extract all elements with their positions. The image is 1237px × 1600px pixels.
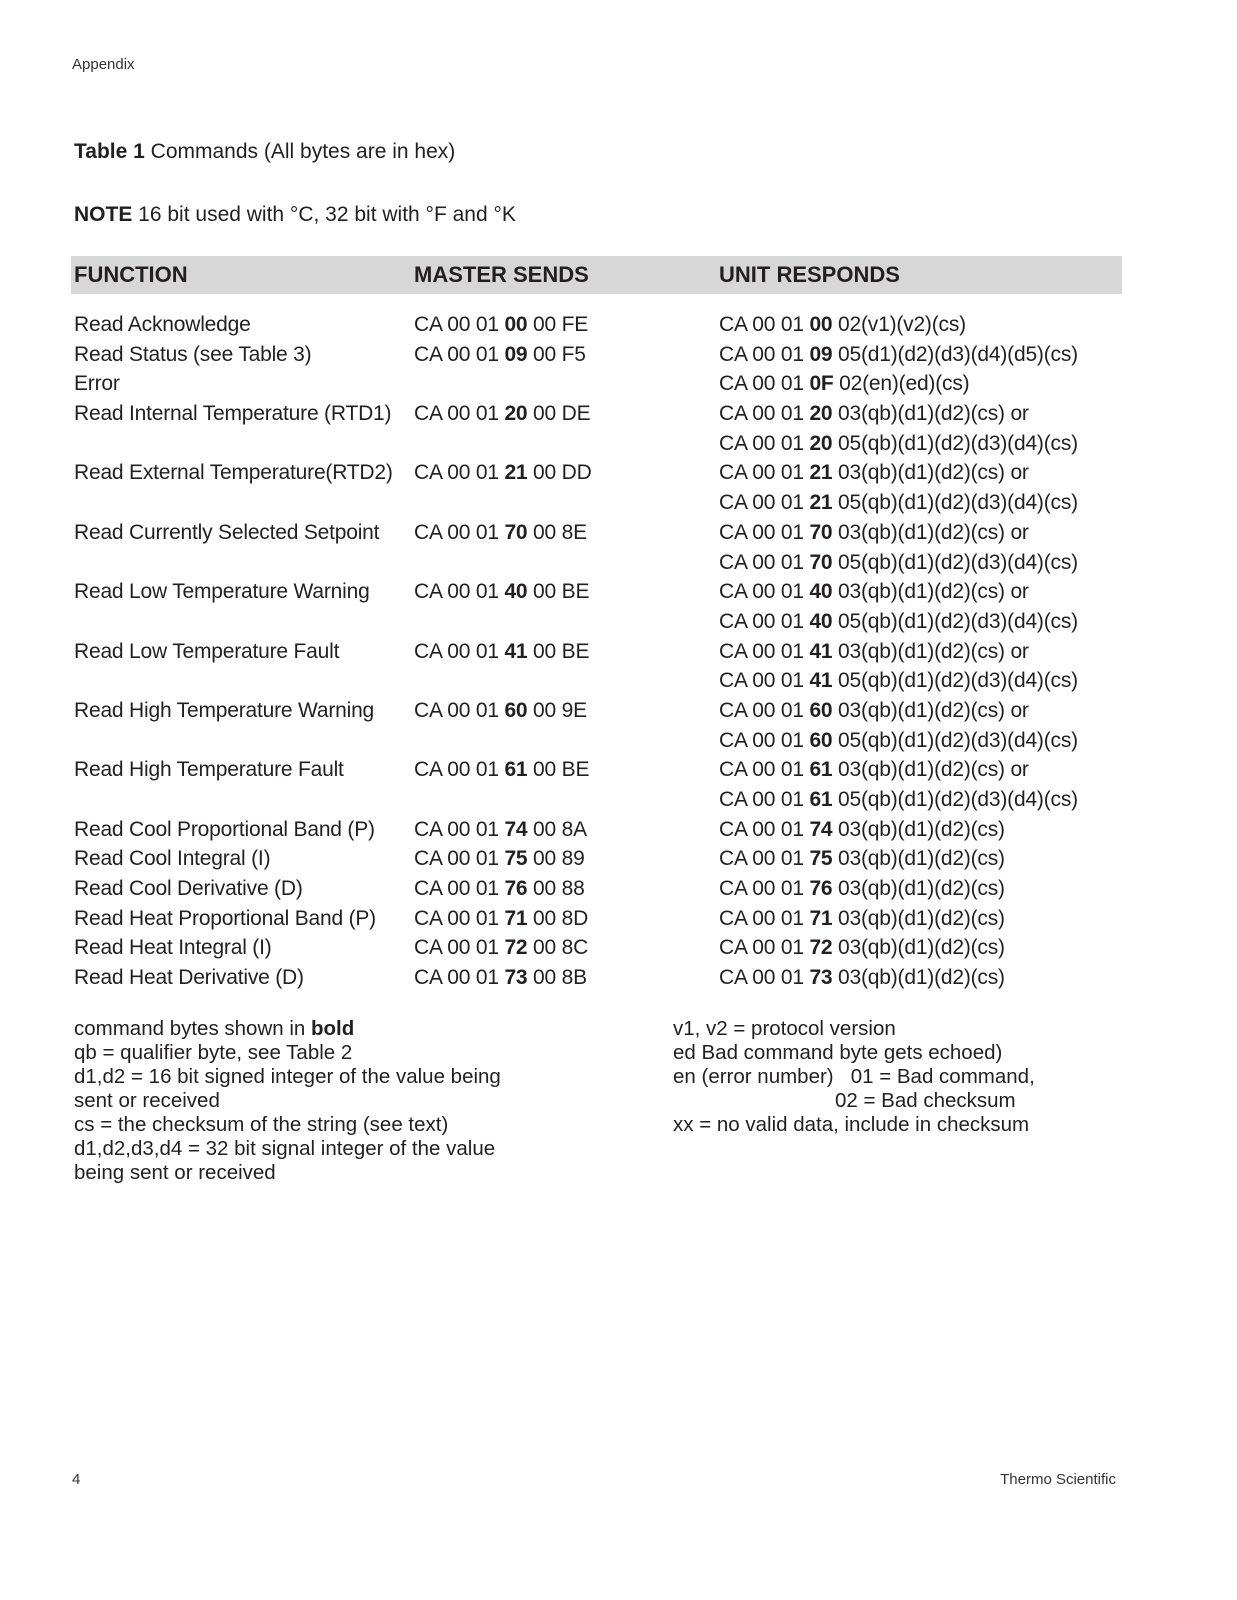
command-byte: 40: [504, 580, 528, 604]
publisher-footer: Thermo Scientific: [1000, 1471, 1116, 1488]
code-suffix: 03(qb)(d1)(d2)(cs) or: [832, 698, 1029, 722]
command-byte: 21: [809, 461, 833, 485]
unit-responds-cell: [719, 877, 1005, 901]
code-prefix: CA 00 01: [414, 402, 505, 426]
code-suffix: 00 8C: [527, 936, 589, 960]
command-byte: 20: [809, 431, 833, 455]
note-label: NOTE: [74, 203, 133, 226]
table-row: [0, 788, 1237, 818]
code-prefix: CA 00 01: [719, 609, 810, 633]
code-prefix: CA 00 01: [414, 817, 505, 841]
code-suffix: 05(qb)(d1)(d2)(d3)(d4)(cs): [832, 491, 1078, 515]
table-row: [0, 640, 1237, 670]
code-suffix: 00 8D: [527, 906, 589, 930]
code-prefix: CA 00 01: [719, 847, 810, 871]
command-byte: 41: [809, 639, 833, 663]
unit-responds-cell: [719, 551, 1078, 575]
unit-responds-cell: [719, 580, 1029, 604]
master-sends-cell: [414, 699, 587, 723]
master-sends-cell: [414, 313, 588, 337]
table-row: [0, 551, 1237, 581]
table-row: [0, 758, 1237, 788]
header-master-sends: MASTER SENDS: [414, 262, 589, 287]
table-row: [0, 491, 1237, 521]
code-suffix: 00 DE: [527, 402, 591, 426]
code-prefix: CA 00 01: [719, 877, 810, 901]
code-suffix: 03(qb)(d1)(d2)(cs): [832, 877, 1005, 901]
running-head: Appendix: [72, 56, 135, 73]
master-sends-cell: [414, 521, 587, 545]
code-suffix: 00 F5: [527, 342, 586, 366]
code-suffix: 00 8E: [527, 520, 587, 544]
note: [74, 203, 516, 227]
code-suffix: 03(qb)(d1)(d2)(cs) or: [832, 758, 1029, 782]
function-cell: Read Heat Integral (I): [74, 936, 272, 960]
legend-right-line: ed Bad command byte gets echoed): [673, 1041, 1003, 1064]
code-prefix: CA 00 01: [719, 550, 810, 574]
unit-responds-cell: [719, 491, 1078, 515]
unit-responds-cell: [719, 640, 1029, 664]
legend-left-line: d1,d2,d3,d4 = 32 bit signal integer of the value: [74, 1137, 496, 1160]
function-cell: Read Low Temperature Warning: [74, 580, 370, 604]
unit-responds-cell: [719, 818, 1005, 842]
function-cell: Read External Temperature(RTD2): [74, 461, 393, 485]
unit-responds-cell: [719, 847, 1005, 871]
function-cell: Read Acknowledge: [74, 313, 251, 336]
command-byte: 21: [504, 461, 528, 485]
function-cell: Read Internal Temperature (RTD1): [74, 402, 392, 426]
table-row: [0, 729, 1237, 759]
code-prefix: CA 00 01: [414, 758, 505, 782]
code-suffix: 00 9E: [527, 698, 587, 722]
table-row: [0, 669, 1237, 699]
code-prefix: CA 00 01: [414, 520, 505, 544]
code-prefix: CA 00 01: [414, 936, 505, 960]
code-prefix: CA 00 01: [414, 342, 505, 366]
unit-responds-cell: [719, 313, 966, 337]
code-prefix: CA 00 01: [719, 402, 810, 426]
code-prefix: CA 00 01: [719, 313, 810, 336]
table-row: [0, 402, 1237, 432]
legend-left: [74, 1017, 514, 1185]
command-byte: 76: [504, 877, 528, 901]
legend-right-line: v1, v2 = protocol version: [673, 1017, 896, 1040]
command-byte: 72: [809, 936, 833, 960]
header-function: FUNCTION: [74, 262, 188, 287]
table-row: [0, 847, 1237, 877]
legend-left-line: qb = qualifier byte, see Table 2: [74, 1041, 353, 1064]
code-prefix: CA 00 01: [719, 788, 810, 811]
table-row: [0, 610, 1237, 640]
function-cell: Read Cool Derivative (D): [74, 877, 303, 901]
code-prefix: CA 00 01: [414, 580, 505, 604]
unit-responds-cell: [719, 936, 1005, 960]
code-prefix: CA 00 01: [719, 461, 810, 485]
code-prefix: CA 00 01: [719, 431, 810, 455]
command-byte: 61: [809, 788, 833, 811]
table-row: [0, 461, 1237, 491]
code-suffix: 00 BE: [527, 639, 590, 663]
page-number: 4: [72, 1471, 81, 1488]
code-prefix: CA 00 01: [414, 847, 505, 871]
table-caption-label: Table 1: [74, 140, 145, 163]
unit-responds-cell: [719, 669, 1078, 693]
function-cell: Read High Temperature Warning: [74, 698, 375, 722]
command-byte: 41: [504, 639, 528, 663]
master-sends-cell: [414, 936, 588, 960]
code-suffix: 00 89: [527, 847, 585, 871]
command-byte: 72: [504, 936, 528, 960]
master-sends-cell: [414, 402, 590, 426]
command-byte: 76: [809, 877, 833, 901]
code-prefix: CA 00 01: [414, 313, 505, 336]
code-prefix: CA 00 01: [719, 698, 810, 722]
code-prefix: CA 00 01: [414, 877, 505, 901]
command-byte: 75: [809, 847, 833, 871]
code-suffix: 03(qb)(d1)(d2)(cs): [832, 906, 1005, 930]
code-prefix: CA 00 01: [719, 906, 810, 930]
table-row: [0, 907, 1237, 937]
legend-left-line: sent or received: [74, 1089, 220, 1112]
command-byte: 61: [809, 758, 833, 782]
function-cell: Read Cool Integral (I): [74, 847, 271, 871]
table-row: [0, 521, 1237, 551]
legend-right-line: xx = no valid data, include in checksum: [673, 1113, 1030, 1136]
command-byte: 60: [809, 698, 833, 722]
table-row: [0, 699, 1237, 729]
table-row: [0, 432, 1237, 462]
command-byte: 00: [504, 313, 528, 336]
table-row: [0, 580, 1237, 610]
table-row: [0, 372, 1237, 402]
function-cell: Error: [74, 372, 120, 396]
code-prefix: CA 00 01: [719, 966, 810, 990]
unit-responds-cell: [719, 521, 1029, 545]
code-suffix: 03(qb)(d1)(d2)(cs) or: [832, 580, 1029, 604]
code-prefix: CA 00 01: [719, 639, 810, 663]
function-cell: Read High Temperature Fault: [74, 758, 344, 782]
code-prefix: CA 00 01: [719, 580, 810, 604]
table-row: [0, 818, 1237, 848]
unit-responds-cell: [719, 402, 1029, 426]
command-byte: 74: [504, 817, 528, 841]
legend-right: [673, 1017, 1133, 1137]
code-prefix: CA 00 01: [719, 520, 810, 544]
command-byte: 74: [809, 817, 833, 841]
command-byte: 75: [504, 847, 528, 871]
master-sends-cell: [414, 907, 588, 931]
master-sends-cell: [414, 758, 589, 782]
function-cell: Read Cool Proportional Band (P): [74, 817, 375, 841]
code-suffix: 05(qb)(d1)(d2)(d3)(d4)(cs): [832, 788, 1078, 811]
header-unit-responds: UNIT RESPONDS: [719, 262, 900, 287]
code-suffix: 02(en)(ed)(cs): [833, 372, 970, 396]
table-caption: [74, 140, 455, 164]
command-byte: 40: [809, 580, 833, 604]
code-suffix: 03(qb)(d1)(d2)(cs) or: [832, 402, 1029, 426]
code-suffix: 02(v1)(v2)(cs): [832, 313, 966, 336]
master-sends-cell: [414, 580, 589, 604]
function-cell: Read Heat Proportional Band (P): [74, 906, 376, 930]
function-cell: Read Low Temperature Fault: [74, 639, 340, 663]
commands-table-body: [0, 313, 1237, 996]
unit-responds-cell: [719, 907, 1005, 931]
command-byte: 71: [504, 906, 528, 930]
command-byte: 61: [504, 758, 528, 782]
note-text: 16 bit used with °C, 32 bit with °F and °K: [132, 203, 516, 226]
code-suffix: 00 8A: [527, 817, 587, 841]
code-prefix: CA 00 01: [414, 461, 505, 485]
unit-responds-cell: [719, 343, 1078, 367]
code-suffix: 05(qb)(d1)(d2)(d3)(d4)(cs): [832, 609, 1078, 633]
code-prefix: CA 00 01: [719, 669, 810, 693]
code-suffix: 03(qb)(d1)(d2)(cs) or: [832, 520, 1029, 544]
table-row: [0, 313, 1237, 343]
code-prefix: CA 00 01: [414, 906, 505, 930]
code-suffix: 05(d1)(d2)(d3)(d4)(d5)(cs): [832, 342, 1078, 366]
unit-responds-cell: [719, 966, 1005, 990]
command-byte: 09: [809, 342, 833, 366]
code-prefix: CA 00 01: [719, 491, 810, 515]
command-byte: 41: [809, 669, 833, 693]
code-suffix: 00 88: [527, 877, 585, 901]
function-cell: Read Status (see Table 3): [74, 342, 312, 366]
code-suffix: 03(qb)(d1)(d2)(cs): [832, 847, 1005, 871]
code-suffix: 00 DD: [527, 461, 592, 485]
table-row: [0, 936, 1237, 966]
command-byte: 70: [809, 550, 833, 574]
function-cell: Read Heat Derivative (D): [74, 966, 304, 990]
master-sends-cell: [414, 847, 585, 871]
unit-responds-cell: [719, 758, 1029, 782]
command-byte: 0F: [809, 372, 834, 396]
table-row: [0, 343, 1237, 373]
command-byte: 71: [809, 906, 833, 930]
master-sends-cell: [414, 343, 586, 367]
master-sends-cell: [414, 640, 589, 664]
code-suffix: 03(qb)(d1)(d2)(cs) or: [832, 461, 1029, 485]
legend-left-line: d1,d2 = 16 bit signed integer of the value being: [74, 1065, 501, 1088]
command-byte: 21: [809, 491, 833, 515]
code-suffix: 03(qb)(d1)(d2)(cs): [832, 817, 1005, 841]
code-prefix: CA 00 01: [719, 342, 810, 366]
unit-responds-cell: [719, 461, 1029, 485]
unit-responds-cell: [719, 729, 1078, 753]
unit-responds-cell: [719, 432, 1078, 456]
table-row: [0, 966, 1237, 996]
code-suffix: 05(qb)(d1)(d2)(d3)(d4)(cs): [832, 728, 1078, 752]
table-row: [0, 877, 1237, 907]
legend-text: command bytes shown in: [74, 1017, 312, 1040]
code-suffix: 05(qb)(d1)(d2)(d3)(d4)(cs): [832, 431, 1078, 455]
code-suffix: 00 BE: [527, 758, 590, 782]
command-byte: 60: [809, 728, 833, 752]
code-suffix: 05(qb)(d1)(d2)(d3)(d4)(cs): [832, 550, 1078, 574]
legend-right-line: 02 = Bad checksum: [835, 1089, 1016, 1112]
code-suffix: 00 FE: [527, 313, 589, 336]
command-byte: 00: [809, 313, 833, 336]
command-byte: 20: [504, 402, 528, 426]
master-sends-cell: [414, 877, 585, 901]
code-prefix: CA 00 01: [719, 936, 810, 960]
unit-responds-cell: [719, 372, 969, 396]
command-byte: 70: [809, 520, 833, 544]
code-prefix: CA 00 01: [414, 966, 505, 990]
legend-left-line: cs = the checksum of the string (see text): [74, 1113, 449, 1136]
master-sends-cell: [414, 818, 587, 842]
code-suffix: 03(qb)(d1)(d2)(cs): [832, 936, 1005, 960]
code-prefix: CA 00 01: [719, 728, 810, 752]
function-cell: Read Currently Selected Setpoint: [74, 520, 380, 544]
code-suffix: 00 8B: [527, 966, 587, 990]
command-byte: 73: [504, 966, 528, 990]
unit-responds-cell: [719, 788, 1078, 812]
command-byte: 09: [504, 342, 528, 366]
master-sends-cell: [414, 966, 587, 990]
command-byte: 73: [809, 966, 833, 990]
legend-bold-word: bold: [311, 1017, 355, 1040]
code-prefix: CA 00 01: [719, 372, 810, 396]
unit-responds-cell: [719, 699, 1029, 723]
command-byte: 60: [504, 698, 528, 722]
unit-responds-cell: [719, 610, 1078, 634]
code-suffix: 00 BE: [527, 580, 590, 604]
code-suffix: 05(qb)(d1)(d2)(d3)(d4)(cs): [832, 669, 1078, 693]
command-byte: 20: [809, 402, 833, 426]
legend-left-line: [74, 1017, 514, 1041]
code-suffix: 03(qb)(d1)(d2)(cs) or: [832, 639, 1029, 663]
command-byte: 70: [504, 520, 528, 544]
code-prefix: CA 00 01: [719, 817, 810, 841]
table-header-bar: [71, 256, 1122, 294]
code-prefix: CA 00 01: [719, 758, 810, 782]
code-prefix: CA 00 01: [414, 698, 505, 722]
code-prefix: CA 00 01: [414, 639, 505, 663]
command-byte: 40: [809, 609, 833, 633]
legend-left-line: being sent or received: [74, 1161, 276, 1184]
legend-right-line: en (error number) 01 = Bad command,: [673, 1065, 1035, 1088]
code-suffix: 03(qb)(d1)(d2)(cs): [832, 966, 1005, 990]
master-sends-cell: [414, 461, 592, 485]
table-caption-text: Commands (All bytes are in hex): [144, 140, 456, 163]
